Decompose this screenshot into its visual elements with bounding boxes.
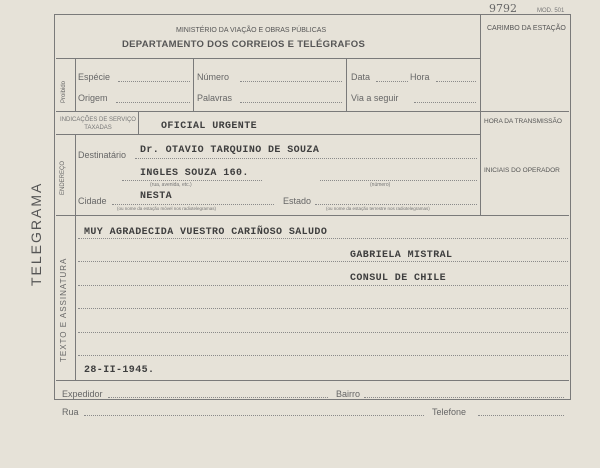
number-line bbox=[240, 81, 342, 82]
state-label: Estado bbox=[283, 196, 312, 206]
phone-label: Telefone bbox=[432, 407, 467, 417]
address-hint: (rua, avenida, etc.) bbox=[150, 182, 192, 188]
via-label: Via a seguir bbox=[351, 93, 399, 103]
text-line-1 bbox=[78, 238, 568, 239]
text-section-side-line bbox=[75, 215, 76, 380]
text-section-top-line bbox=[56, 215, 569, 216]
top-box-top-line bbox=[56, 58, 480, 59]
prohibited-section-label: Proibido bbox=[61, 80, 67, 103]
number-hint: (número) bbox=[370, 182, 391, 188]
right-column-divider bbox=[480, 111, 481, 215]
text-section-label: TEXTO E ASSINATURA bbox=[59, 257, 68, 362]
address-section-label: ENDEREÇO bbox=[60, 160, 66, 195]
handwritten-number: 9792 bbox=[489, 2, 517, 15]
street-line bbox=[84, 415, 424, 416]
indications-label: INDICAÇÕES DE SERVIÇO TAXADAS bbox=[60, 117, 136, 131]
state-hint: (ou nome da estação terrestre nos radiotelegramas) bbox=[326, 206, 430, 211]
city-value: NESTA bbox=[140, 191, 173, 202]
district-label: Bairro bbox=[336, 389, 361, 399]
sender-label: Expedidor bbox=[62, 389, 103, 399]
stamp-box-divider bbox=[480, 14, 481, 111]
origin-label: Origem bbox=[78, 93, 108, 103]
indications-top-line bbox=[56, 111, 569, 112]
species-label: Espécie bbox=[78, 72, 111, 82]
message-date: 28-II-1945. bbox=[84, 365, 155, 376]
city-line bbox=[112, 204, 274, 205]
phone-line bbox=[478, 415, 564, 416]
address-side-line bbox=[75, 134, 76, 215]
service-indication: OFICIAL URGENTE bbox=[161, 121, 258, 132]
district-line bbox=[364, 397, 564, 398]
telegram-side-title: TELEGRAMA bbox=[28, 181, 44, 286]
operator-initials-label: INICIAIS DO OPERADOR bbox=[484, 167, 560, 174]
state-line bbox=[315, 204, 477, 205]
date-label: Data bbox=[351, 72, 371, 82]
department-heading: DEPARTAMENTO DOS CORREIOS E TELÉGRAFOS bbox=[122, 39, 366, 50]
via-line bbox=[414, 102, 476, 103]
stamp-label: CARIMBO DA ESTAÇÃO bbox=[487, 25, 566, 32]
text-line-3 bbox=[78, 285, 568, 286]
words-label: Palavras bbox=[197, 93, 233, 103]
text-line-2 bbox=[78, 261, 568, 262]
signature-name: GABRIELA MISTRAL bbox=[350, 250, 453, 261]
origin-line bbox=[116, 102, 190, 103]
recipient-address: INGLES SOUZA 160. bbox=[140, 168, 249, 179]
city-hint: (ou nome da estação móvel nos radiotelegramas) bbox=[117, 206, 217, 211]
address-line bbox=[122, 180, 262, 181]
indications-divider bbox=[138, 111, 139, 134]
sender-line bbox=[108, 397, 328, 398]
address-top-line bbox=[56, 134, 480, 135]
ministry-heading: MINISTÉRIO DA VIAÇÃO E OBRAS PÚBLICAS bbox=[176, 27, 327, 34]
number-divider bbox=[346, 58, 347, 111]
recipient-label: Destinatário bbox=[78, 150, 127, 160]
words-line bbox=[240, 102, 342, 103]
text-line-4 bbox=[78, 308, 568, 309]
number-label: Número bbox=[197, 72, 230, 82]
address-number-line bbox=[320, 180, 477, 181]
message-text: MUY AGRADECIDA VUESTRO CARIÑOSO SALUDO bbox=[84, 227, 328, 238]
model-number: MOD. 501 bbox=[537, 8, 565, 14]
top-box-side-line bbox=[75, 58, 76, 111]
species-divider bbox=[193, 58, 194, 111]
time-label: Hora bbox=[410, 72, 430, 82]
date-line bbox=[376, 81, 408, 82]
recipient-line bbox=[135, 158, 477, 159]
city-label: Cidade bbox=[78, 196, 107, 206]
footer-top-line bbox=[56, 380, 569, 381]
time-line bbox=[436, 81, 476, 82]
species-line bbox=[118, 81, 190, 82]
text-line-6 bbox=[78, 355, 568, 356]
street-label: Rua bbox=[62, 407, 79, 417]
text-line-5 bbox=[78, 332, 568, 333]
signature-title: CONSUL DE CHILE bbox=[350, 273, 447, 284]
transmission-time-label: HORA DA TRANSMISSÃO bbox=[484, 118, 562, 125]
recipient-name: Dr. OTAVIO TARQUINO DE SOUZA bbox=[140, 145, 320, 156]
